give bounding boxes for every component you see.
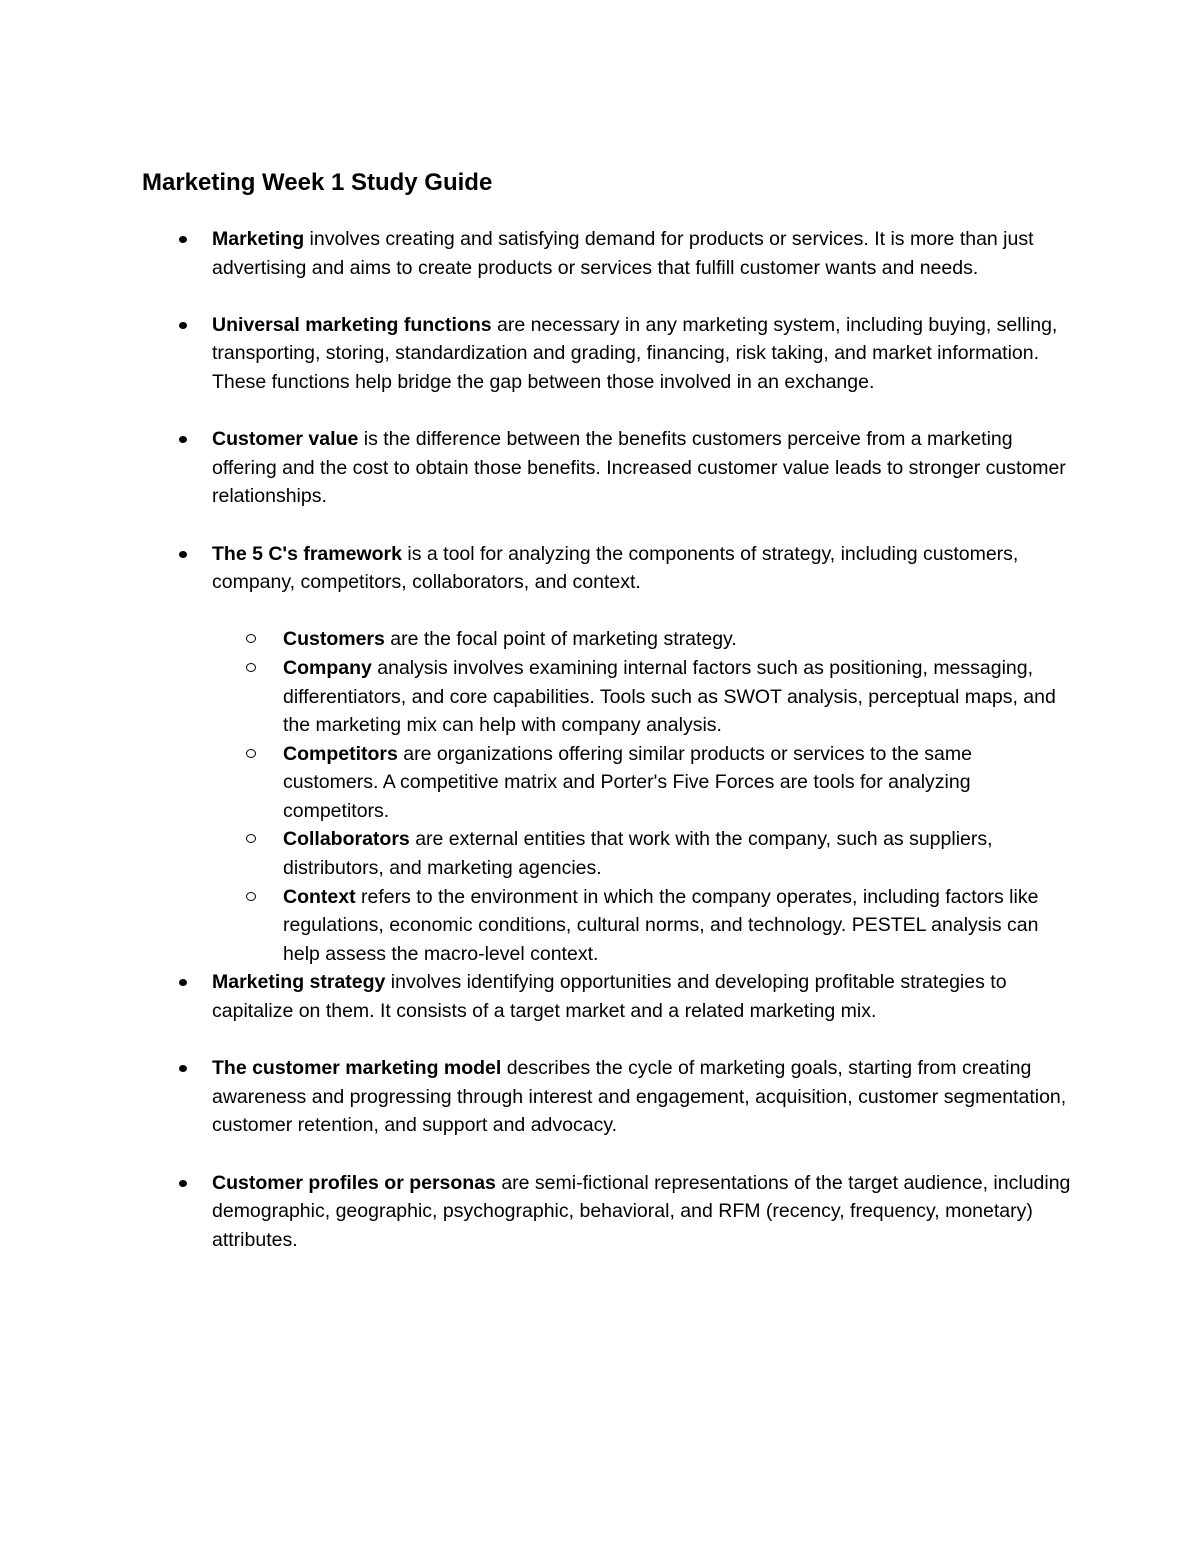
bullet-text: describes the cycle of marketing goals, starting from creating awareness and progressing through interest and engagement, acquisition, customer segmentation, customer retention, and support and advocacy. <box>212 1057 1067 1137</box>
bullet-text: involves creating and satisfying demand for products or services. It is more than just advertising and aims to create products or services that fulfill customer wants and needs. <box>212 228 1034 279</box>
list-item-universal-functions <box>212 311 1072 397</box>
sub-term: Competitors <box>283 742 398 765</box>
bullet-list <box>212 225 1072 1283</box>
bullet-text: are semi-fictional representations of the target audience, including demographic, geographic, psychographic, behavioral, and RFM (recency, frequency, monetary) attributes. <box>212 1171 1071 1251</box>
bullet-circle-icon <box>246 749 256 758</box>
sub-term: Collaborators <box>283 828 410 851</box>
sub-item-collaborators <box>283 825 1072 882</box>
sub-text: are external entities that work with the company, such as suppliers, distributors, and marketing agencies. <box>283 828 993 880</box>
bullet-circle-icon <box>246 663 256 672</box>
sub-term: Context <box>283 885 356 908</box>
sub-bullet-list <box>212 625 1072 968</box>
bullet-text: involves identifying opportunities and developing profitable strategies to capitalize on them. It consists of a target market and a related marketing mix. <box>212 971 1007 1023</box>
bullet-dot-icon <box>179 1065 187 1072</box>
bullet-term: Customer profiles or personas <box>212 1171 496 1194</box>
bullet-dot-icon <box>179 236 187 243</box>
bullet-text: is the difference between the benefits customers perceive from a marketing offering and the cost to obtain those benefits. Increased customer value leads to stronger customer relationships. <box>212 428 1066 508</box>
list-item-customer-profiles <box>212 1169 1072 1255</box>
sub-item-company <box>283 654 1072 740</box>
sub-item-competitors <box>283 740 1072 826</box>
sub-text: are the focal point of marketing strategy. <box>384 628 737 651</box>
bullet-term: The customer marketing model <box>212 1057 502 1080</box>
bullet-text: is a tool for analyzing the components of strategy, including customers, company, competitors, collaborators, and context. <box>212 542 1019 594</box>
bullet-term: Customer value <box>212 428 359 451</box>
sub-item-context <box>283 883 1072 969</box>
bullet-dot-icon <box>179 436 187 443</box>
sub-text: are organizations offering similar products or services to the same customers. A competitive matrix and Porter's Five Forces are tools for analyzing competitors. <box>283 742 972 822</box>
document-title: Marketing Week 1 Study Guide <box>142 169 493 196</box>
bullet-dot-icon <box>179 551 187 558</box>
list-item-customer-value <box>212 425 1072 511</box>
list-item-marketing-strategy <box>212 968 1072 1025</box>
bullet-term: The 5 C's framework <box>212 542 402 565</box>
sub-term: Customers <box>283 628 385 651</box>
bullet-dot-icon <box>179 1180 187 1187</box>
bullet-dot-icon <box>179 322 187 329</box>
bullet-term: Universal marketing functions <box>212 313 492 336</box>
bullet-circle-icon <box>246 834 256 843</box>
bullet-term: Marketing <box>212 228 305 250</box>
list-item-customer-marketing-model <box>212 1054 1072 1140</box>
bullet-dot-icon <box>179 979 187 986</box>
bullet-term: Marketing strategy <box>212 971 386 994</box>
bullet-text: are necessary in any marketing system, including buying, selling, transporting, storing, standardization and grading, financing, risk taking, and market information. These functions help bridge the gap between those involved in an exchange. <box>212 313 1058 393</box>
sub-term: Company <box>283 656 372 679</box>
list-item-5cs-framework <box>212 540 1072 969</box>
list-item-marketing <box>212 225 1072 282</box>
sub-item-customers <box>283 625 1072 654</box>
bullet-circle-icon <box>246 634 256 643</box>
sub-text: analysis involves examining internal factors such as positioning, messaging, differentiators, and core capabilities. Tools such as SWOT analysis, perceptual maps, and the marketing mix can help with company analysis. <box>283 656 1056 737</box>
sub-text: refers to the environment in which the company operates, including factors like regulations, economic conditions, cultural norms, and technology. PESTEL analysis can help assess the macro-level context. <box>283 885 1039 965</box>
bullet-circle-icon <box>246 892 256 901</box>
